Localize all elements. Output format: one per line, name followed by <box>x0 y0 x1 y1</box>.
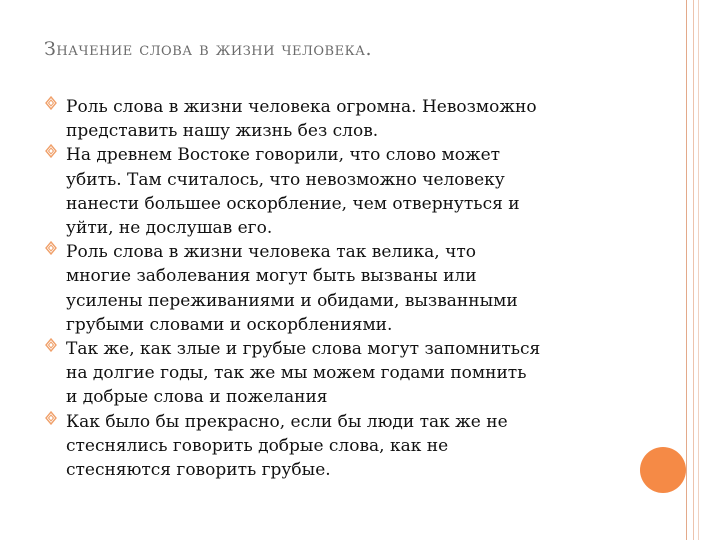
bullet-text: Как было бы прекрасно, если бы люди так же не стеснялись говорить добрые слова, как не стесняются говорить грубые. <box>66 411 508 481</box>
diamond-bullet-icon <box>44 338 58 352</box>
decorative-circle <box>640 447 686 493</box>
diamond-bullet-icon <box>44 96 58 110</box>
decorative-line <box>698 0 699 540</box>
bullet-text: Роль слова в жизни человека так велика, что многие заболевания могут быть вызваны или усилены переживаниями и обидами, вызванными грубыми словами и оскорблениями. <box>66 242 518 335</box>
diamond-bullet-icon <box>44 411 58 425</box>
bullet-item <box>42 337 632 410</box>
bullet-text: Так же, как злые и грубые слова могут запомниться на долгие годы, так же мы можем годами помнить и добрые слова и пожелания <box>66 339 541 408</box>
bullet-item <box>42 95 632 143</box>
bullet-item <box>42 143 632 240</box>
diamond-bullet-icon <box>44 241 58 255</box>
slide-title: Значение слова в жизни человека. <box>44 38 373 60</box>
decorative-line <box>686 0 687 540</box>
bullet-list <box>42 95 632 482</box>
bullet-text: На древнем Востоке говорили, что слово может убить. Там считалось, что невозможно человеку нанести большее оскорбление, чем отвернуться и уйти, не дослушав его. <box>66 145 520 239</box>
bullet-item <box>42 410 632 483</box>
bullet-item <box>42 240 632 337</box>
bullet-text: Роль слова в жизни человека огромна. Невозможно представить нашу жизнь без слов. <box>66 97 537 142</box>
decorative-line <box>693 0 694 540</box>
diamond-bullet-icon <box>44 144 58 158</box>
